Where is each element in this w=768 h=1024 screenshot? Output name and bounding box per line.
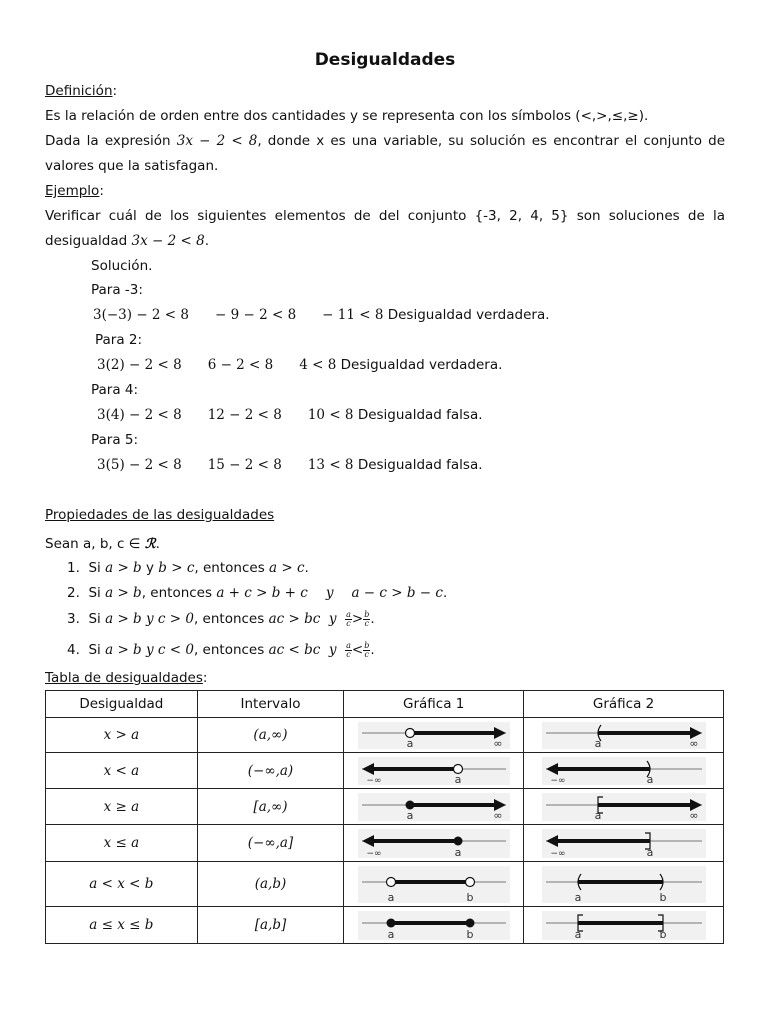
tabla-heading: Tabla de desigualdades:: [45, 670, 208, 686]
number-line-background: [542, 911, 706, 940]
column-header: Desigualdad: [46, 691, 198, 718]
endpoint-label: a: [387, 890, 395, 903]
endpoint-label: b: [466, 890, 474, 903]
number-line: [542, 757, 706, 785]
column-header: Gráfica 1: [344, 691, 524, 718]
intervalo-cell: (a,b): [197, 862, 344, 907]
grafica-1-cell: [344, 789, 524, 825]
grafica-2-cell: [524, 862, 724, 907]
closed-endpoint: [465, 918, 474, 927]
column-header: Intervalo: [197, 691, 344, 718]
intervalo-cell: [a,∞): [197, 789, 344, 825]
endpoint-label: a: [646, 772, 653, 785]
infinity-label: ∞: [493, 736, 503, 749]
grafica-2-cell: [524, 753, 724, 789]
neg-infinity-label: −∞: [366, 848, 382, 858]
intervalo-cell: (a,∞): [197, 718, 344, 753]
neg-infinity-label: −∞: [550, 848, 566, 858]
number-line-background: [542, 866, 706, 903]
number-line-background: [358, 911, 510, 940]
intervalo-cell: (−∞,a): [197, 753, 344, 789]
number-line: [542, 911, 706, 940]
ejemplo-line-1: Verificar cuál de los siguientes elementos de del conjunto {-3, 2, 4, 5} son soluciones de la: [45, 208, 725, 224]
number-line-background: [358, 866, 510, 903]
endpoint-label: a: [387, 927, 395, 940]
fraction: $\frac{b}{c}$: [364, 640, 370, 659]
table-row: [46, 753, 724, 789]
definicion-line-2: Dada la expresión 3x − 2 < 8, donde x es una variable, su solución es encontrar el conjunto de: [45, 133, 726, 149]
endpoint-label: b: [659, 890, 667, 903]
intervalo-cell: [a,b]: [197, 907, 344, 944]
math-expression: 3x − 2 < 8: [176, 133, 258, 149]
grafica-1-cell: [344, 753, 524, 789]
grafica-1-cell: [344, 862, 524, 907]
fraction: $\frac{b}{c}$: [364, 609, 370, 628]
infinity-label: ∞: [493, 808, 503, 821]
propiedad-item: 1. Si a > b y b > c, entonces a > c.: [67, 560, 309, 576]
table-row: [46, 862, 724, 907]
grafica-1-cell: [344, 718, 524, 753]
grafica-2-cell: [524, 825, 724, 862]
table-row: [46, 718, 724, 753]
endpoint-label: a: [646, 845, 653, 858]
desigualdad-cell: x ≤ a: [46, 825, 198, 862]
grafica-1-cell: [344, 825, 524, 862]
number-line-background: [358, 722, 510, 749]
number-line-background: [542, 829, 706, 858]
endpoint-label: b: [659, 927, 667, 940]
number-line: [358, 829, 510, 858]
propiedad-item: 3. Si a > b y c > 0, entonces ac > bc y $\frac{a}{c}$ > $\frac{b}{c}$ .: [67, 609, 375, 628]
endpoint-label: a: [454, 845, 462, 858]
number-line: [358, 866, 510, 903]
fraction: $\frac{a}{c}$: [346, 609, 351, 628]
endpoint-label: a: [574, 927, 581, 940]
column-header: Gráfica 2: [524, 691, 724, 718]
caso-label: Para 2:: [95, 332, 143, 348]
number-line: [542, 866, 706, 903]
closed-endpoint: [453, 836, 462, 845]
propiedad-item: 4. Si a > b y c < 0, entonces ac < bc y $\frac{a}{c}$ < $\frac{b}{c}$ .: [67, 640, 375, 659]
caso-work: 3(−3) − 2 < 8 − 9 − 2 < 8 − 11 < 8 Desigualdad verdadera.: [93, 307, 550, 323]
grafica-2-cell: [524, 907, 724, 944]
number-line: [358, 722, 510, 749]
closed-endpoint: [386, 918, 395, 927]
page-title: Desigualdades: [314, 50, 456, 70]
desigualdad-cell: a < x < b: [46, 862, 198, 907]
caso-label: Para -3:: [91, 282, 143, 298]
ejemplo-line-2: desigualdad 3x − 2 < 8.: [45, 233, 209, 249]
number-line: [542, 722, 706, 749]
number-line: [358, 793, 510, 821]
desigualdad-cell: x < a: [46, 753, 198, 789]
table-header-row: [46, 691, 724, 718]
table-row: [46, 825, 724, 862]
endpoint-label: a: [594, 736, 601, 749]
desigualdad-cell: x ≥ a: [46, 789, 198, 825]
endpoint-label: a: [406, 736, 414, 749]
open-endpoint: [465, 877, 474, 886]
propiedades-intro: Sean a, b, c ∈ ℛ.: [45, 536, 160, 552]
endpoint-label: a: [594, 808, 601, 821]
caso-work: 3(5) − 2 < 8 15 − 2 < 8 13 < 8 Desigualdad falsa.: [97, 457, 483, 473]
neg-infinity-label: −∞: [366, 775, 382, 785]
definicion-heading: Definición:: [45, 83, 118, 99]
open-endpoint: [386, 877, 395, 886]
desigualdades-table: [45, 690, 724, 944]
propiedad-item: 2. Si a > b, entonces a + c > b + c y a − c > b − c.: [67, 585, 448, 601]
number-line: [542, 829, 706, 858]
infinity-label: ∞: [688, 736, 699, 749]
desigualdad-cell: a ≤ x ≤ b: [46, 907, 198, 944]
endpoint-label: a: [406, 808, 414, 821]
table-row: [46, 789, 724, 825]
grafica-2-cell: [524, 718, 724, 753]
solucion-label: Solución.: [91, 258, 153, 274]
caso-label: Para 5:: [91, 432, 139, 448]
number-line: [358, 911, 510, 940]
neg-infinity-label: −∞: [550, 775, 566, 785]
infinity-label: ∞: [688, 808, 699, 821]
intervalo-cell: (−∞,a]: [197, 825, 344, 862]
grafica-1-cell: [344, 907, 524, 944]
caso-work: 3(4) − 2 < 8 12 − 2 < 8 10 < 8 Desigualdad falsa.: [97, 407, 483, 423]
definicion-line-1: Es la relación de orden entre dos cantidades y se representa con los símbolos (<,>,≤,≥).: [45, 108, 649, 124]
endpoint-label: b: [466, 927, 474, 940]
caso-label: Para 4:: [91, 382, 139, 398]
ejemplo-heading: Ejemplo:: [45, 183, 104, 199]
definicion-line-3: valores que la satisfagan.: [45, 158, 219, 174]
endpoint-label: a: [574, 890, 581, 903]
fraction: $\frac{a}{c}$: [346, 640, 351, 659]
number-line-background: [542, 722, 706, 749]
desigualdad-cell: x > a: [46, 718, 198, 753]
propiedades-heading: Propiedades de las desigualdades: [45, 507, 275, 523]
table-row: [46, 907, 724, 944]
grafica-2-cell: [524, 789, 724, 825]
number-line: [542, 793, 706, 821]
caso-work: 3(2) − 2 < 8 6 − 2 < 8 4 < 8 Desigualdad verdadera.: [97, 357, 503, 373]
endpoint-label: a: [454, 772, 462, 785]
number-line: [358, 757, 510, 785]
